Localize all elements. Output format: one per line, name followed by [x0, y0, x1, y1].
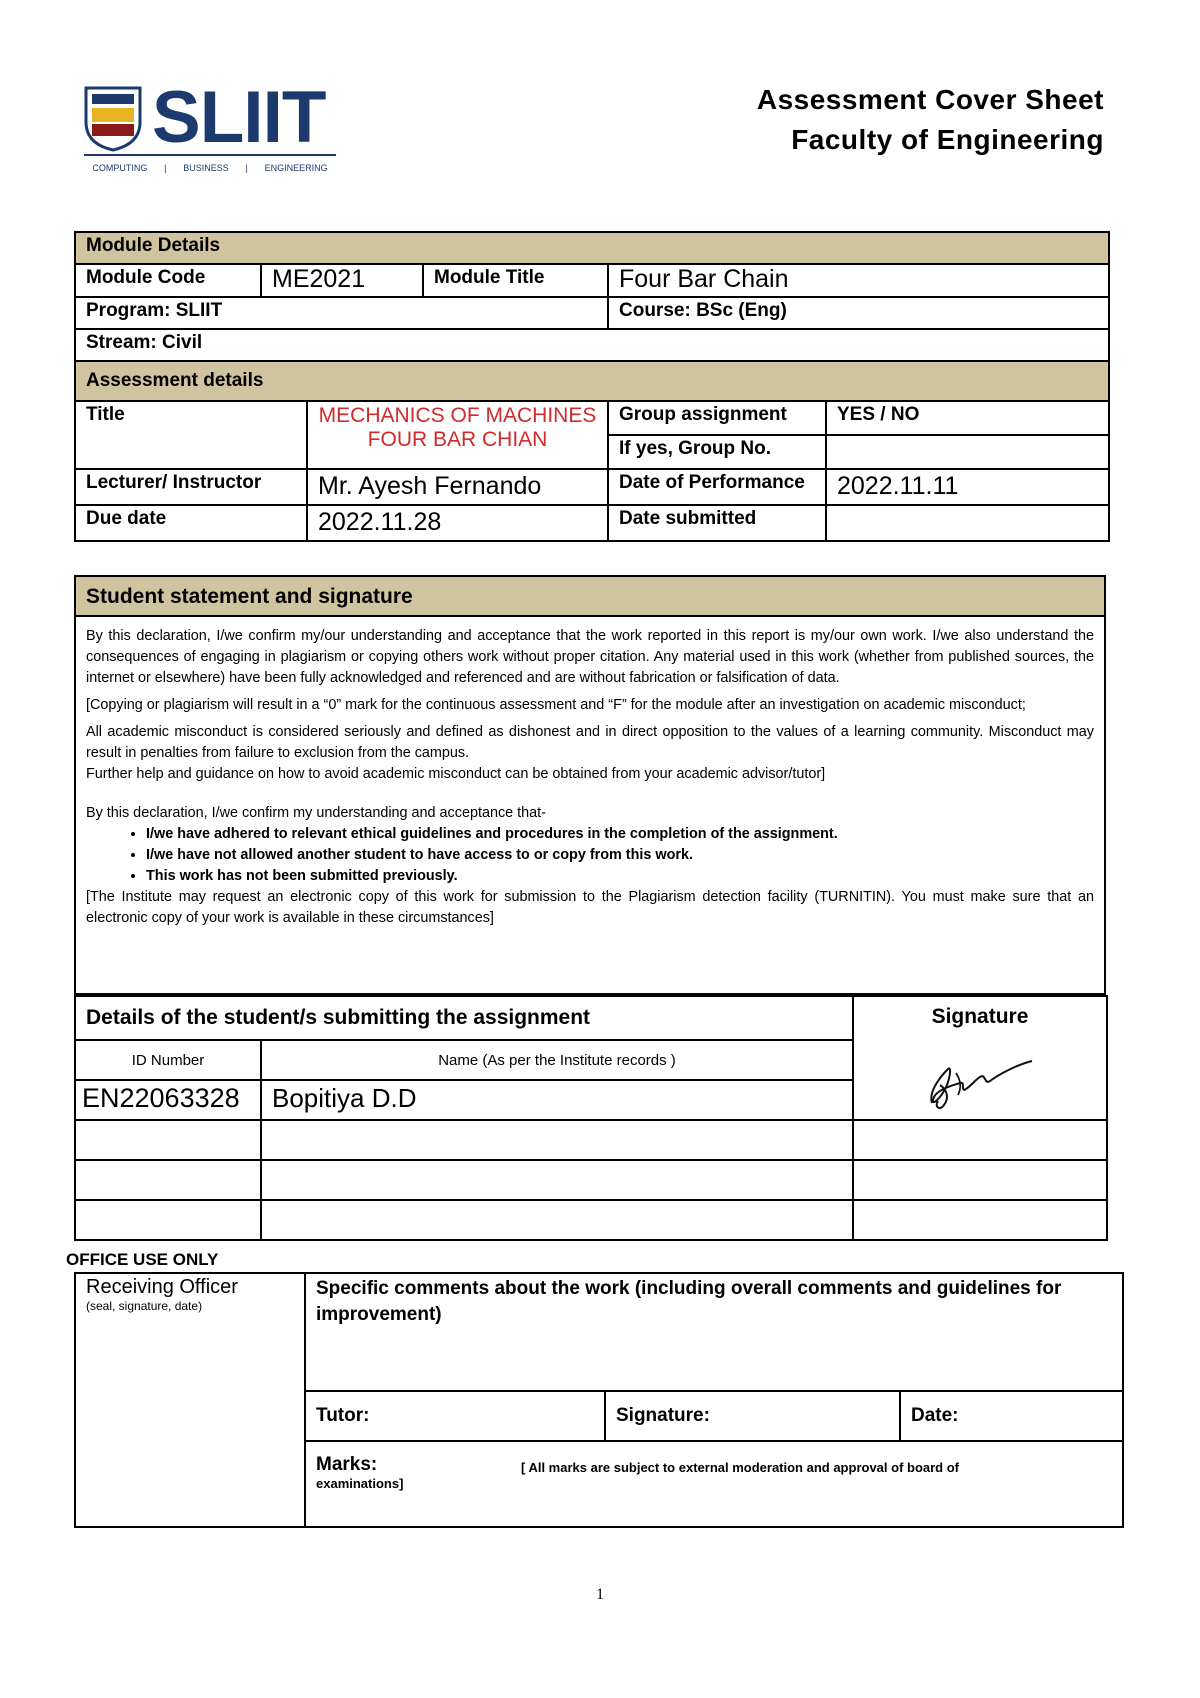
- title-line2: Faculty of Engineering: [791, 124, 1104, 155]
- receiving-officer-label: Receiving Officer: [86, 1276, 238, 1298]
- course: Course: BSc (Eng): [608, 297, 1109, 329]
- date-of-performance-label: Date of Performance: [608, 469, 826, 505]
- student-statement-box: [74, 575, 1106, 995]
- marks-cell[interactable]: [305, 1441, 1123, 1527]
- assessment-title-line2: FOUR BAR CHIAN: [367, 428, 548, 451]
- logo-tagline: [84, 154, 336, 177]
- office-table: [74, 1272, 1124, 1528]
- student-name-empty[interactable]: [261, 1160, 853, 1200]
- office-use-label: OFFICE USE ONLY: [66, 1250, 219, 1269]
- statement-paragraph: By this declaration, I/we confirm my understanding and acceptance that-: [86, 805, 546, 821]
- module-title-value: Four Bar Chain: [608, 264, 1109, 297]
- signature-header: Signature: [853, 996, 1107, 1080]
- title-line1: Assessment Cover Sheet: [756, 84, 1104, 115]
- page-number: 1: [596, 1586, 604, 1603]
- group-no-value[interactable]: [826, 435, 1109, 469]
- handwritten-signature-icon: [920, 1045, 1036, 1115]
- tagline-divider: |: [164, 163, 167, 173]
- module-details-heading: Module Details: [75, 232, 1109, 264]
- id-number-header: ID Number: [75, 1040, 261, 1080]
- sheet-title: [757, 80, 1104, 160]
- student-signature-empty[interactable]: [853, 1200, 1107, 1240]
- student-id-empty[interactable]: [75, 1160, 261, 1200]
- student-signature-empty[interactable]: [853, 1160, 1107, 1200]
- title-label: Title: [75, 401, 307, 469]
- statement-paragraph: [Copying or plagiarism will result in a “0” mark for the continuous assessment and “F” for the module after an investigation on academic misconduct;: [86, 697, 1026, 713]
- students-heading: Details of the student/s submitting the assignment: [75, 996, 853, 1040]
- due-date-value: 2022.11.28: [307, 505, 608, 541]
- student-name-empty[interactable]: [261, 1200, 853, 1240]
- shield-icon: [84, 86, 142, 152]
- statement-paragraph: [The Institute may request an electronic copy of this work for submission to the Plagiarism detection facility (TURNITIN). You must make sure that an electronic copy of your work is available in these circumstances]: [86, 889, 1094, 926]
- group-no-label: If yes, Group No.: [608, 435, 826, 469]
- receiving-officer-note: (seal, signature, date): [86, 1299, 203, 1313]
- tagline-computing: COMPUTING: [92, 163, 148, 173]
- statement-paragraph: All academic misconduct is considered seriously and defined as dishonest and in direct opposition to the values of a learning community. Misconduct may result in penalties from failure to exclusion from the campus.: [86, 724, 1094, 761]
- group-assignment-label: Group assignment: [608, 401, 826, 435]
- lecturer-label: Lecturer/ Instructor: [75, 469, 307, 505]
- statement-body: [86, 626, 1094, 935]
- declaration-item: • This work has not been submitted previously.: [146, 866, 1094, 887]
- group-assignment-value: YES / NO: [826, 401, 1109, 435]
- name-header: Name (As per the Institute records ): [261, 1040, 853, 1080]
- students-table: [74, 995, 1108, 1241]
- statement-paragraph: By this declaration, I/we confirm my/our understanding and acceptance that the work reported in this report is my/our own work. I/we also understand the consequences of engaging in plagiarism or copying others work without proper citation. Any material used in this work (whether from published sources, the internet or elsewhere) have been fully acknowledged and referenced and are without fabrication or falsification of data.: [86, 628, 1094, 686]
- marks-note: [ All marks are subject to external moderation and approval of board of: [521, 1460, 960, 1475]
- tagline-divider: |: [245, 163, 248, 173]
- sliit-logo: [84, 77, 344, 176]
- declaration-list: [86, 824, 1094, 887]
- student-id: EN22063328: [75, 1080, 261, 1120]
- statement-paragraph: Further help and guidance on how to avoid academic misconduct can be obtained from your academic advisor/tutor]: [86, 766, 826, 782]
- program: Program: SLIIT: [75, 297, 608, 329]
- student-name-empty[interactable]: [261, 1120, 853, 1160]
- tagline-business: BUSINESS: [183, 163, 229, 173]
- student-signature-empty[interactable]: [853, 1120, 1107, 1160]
- declaration-item: • I/we have adhered to relevant ethical guidelines and procedures in the completion of the assignment.: [146, 824, 1094, 845]
- comments-label[interactable]: Specific comments about the work (including overall comments and guidelines for improvement): [305, 1273, 1123, 1391]
- due-date-label: Due date: [75, 505, 307, 541]
- signature-label[interactable]: Signature:: [605, 1391, 900, 1441]
- marks-label: Marks:: [316, 1454, 378, 1475]
- details-table: [74, 231, 1110, 542]
- statement-heading: Student statement and signature: [76, 577, 1104, 617]
- date-submitted-label: Date submitted: [608, 505, 826, 541]
- tagline-engineering: ENGINEERING: [264, 163, 328, 173]
- tutor-label[interactable]: Tutor:: [305, 1391, 605, 1441]
- declaration-item: • I/we have not allowed another student to have access to or copy from this work.: [146, 845, 1094, 866]
- logo-wordmark: SLIIT: [152, 77, 326, 158]
- assessment-title-line1: MECHANICS OF MACHINES: [318, 404, 597, 427]
- module-code-label: Module Code: [75, 264, 261, 297]
- module-title-label: Module Title: [423, 264, 608, 297]
- student-name: Bopitiya D.D: [261, 1080, 853, 1120]
- date-of-performance-value: 2022.11.11: [826, 469, 1109, 505]
- date-submitted-value[interactable]: [826, 505, 1109, 541]
- lecturer-value: Mr. Ayesh Fernando: [307, 469, 608, 505]
- assessment-title: [307, 401, 608, 469]
- receiving-officer-cell[interactable]: [75, 1273, 305, 1527]
- stream: Stream: Civil: [75, 329, 1109, 361]
- student-id-empty[interactable]: [75, 1120, 261, 1160]
- assessment-details-heading: Assessment details: [75, 361, 1109, 401]
- module-code-value: ME2021: [261, 264, 423, 297]
- marks-note-cont: examinations]: [316, 1476, 404, 1491]
- student-id-empty[interactable]: [75, 1200, 261, 1240]
- date-label[interactable]: Date:: [900, 1391, 1123, 1441]
